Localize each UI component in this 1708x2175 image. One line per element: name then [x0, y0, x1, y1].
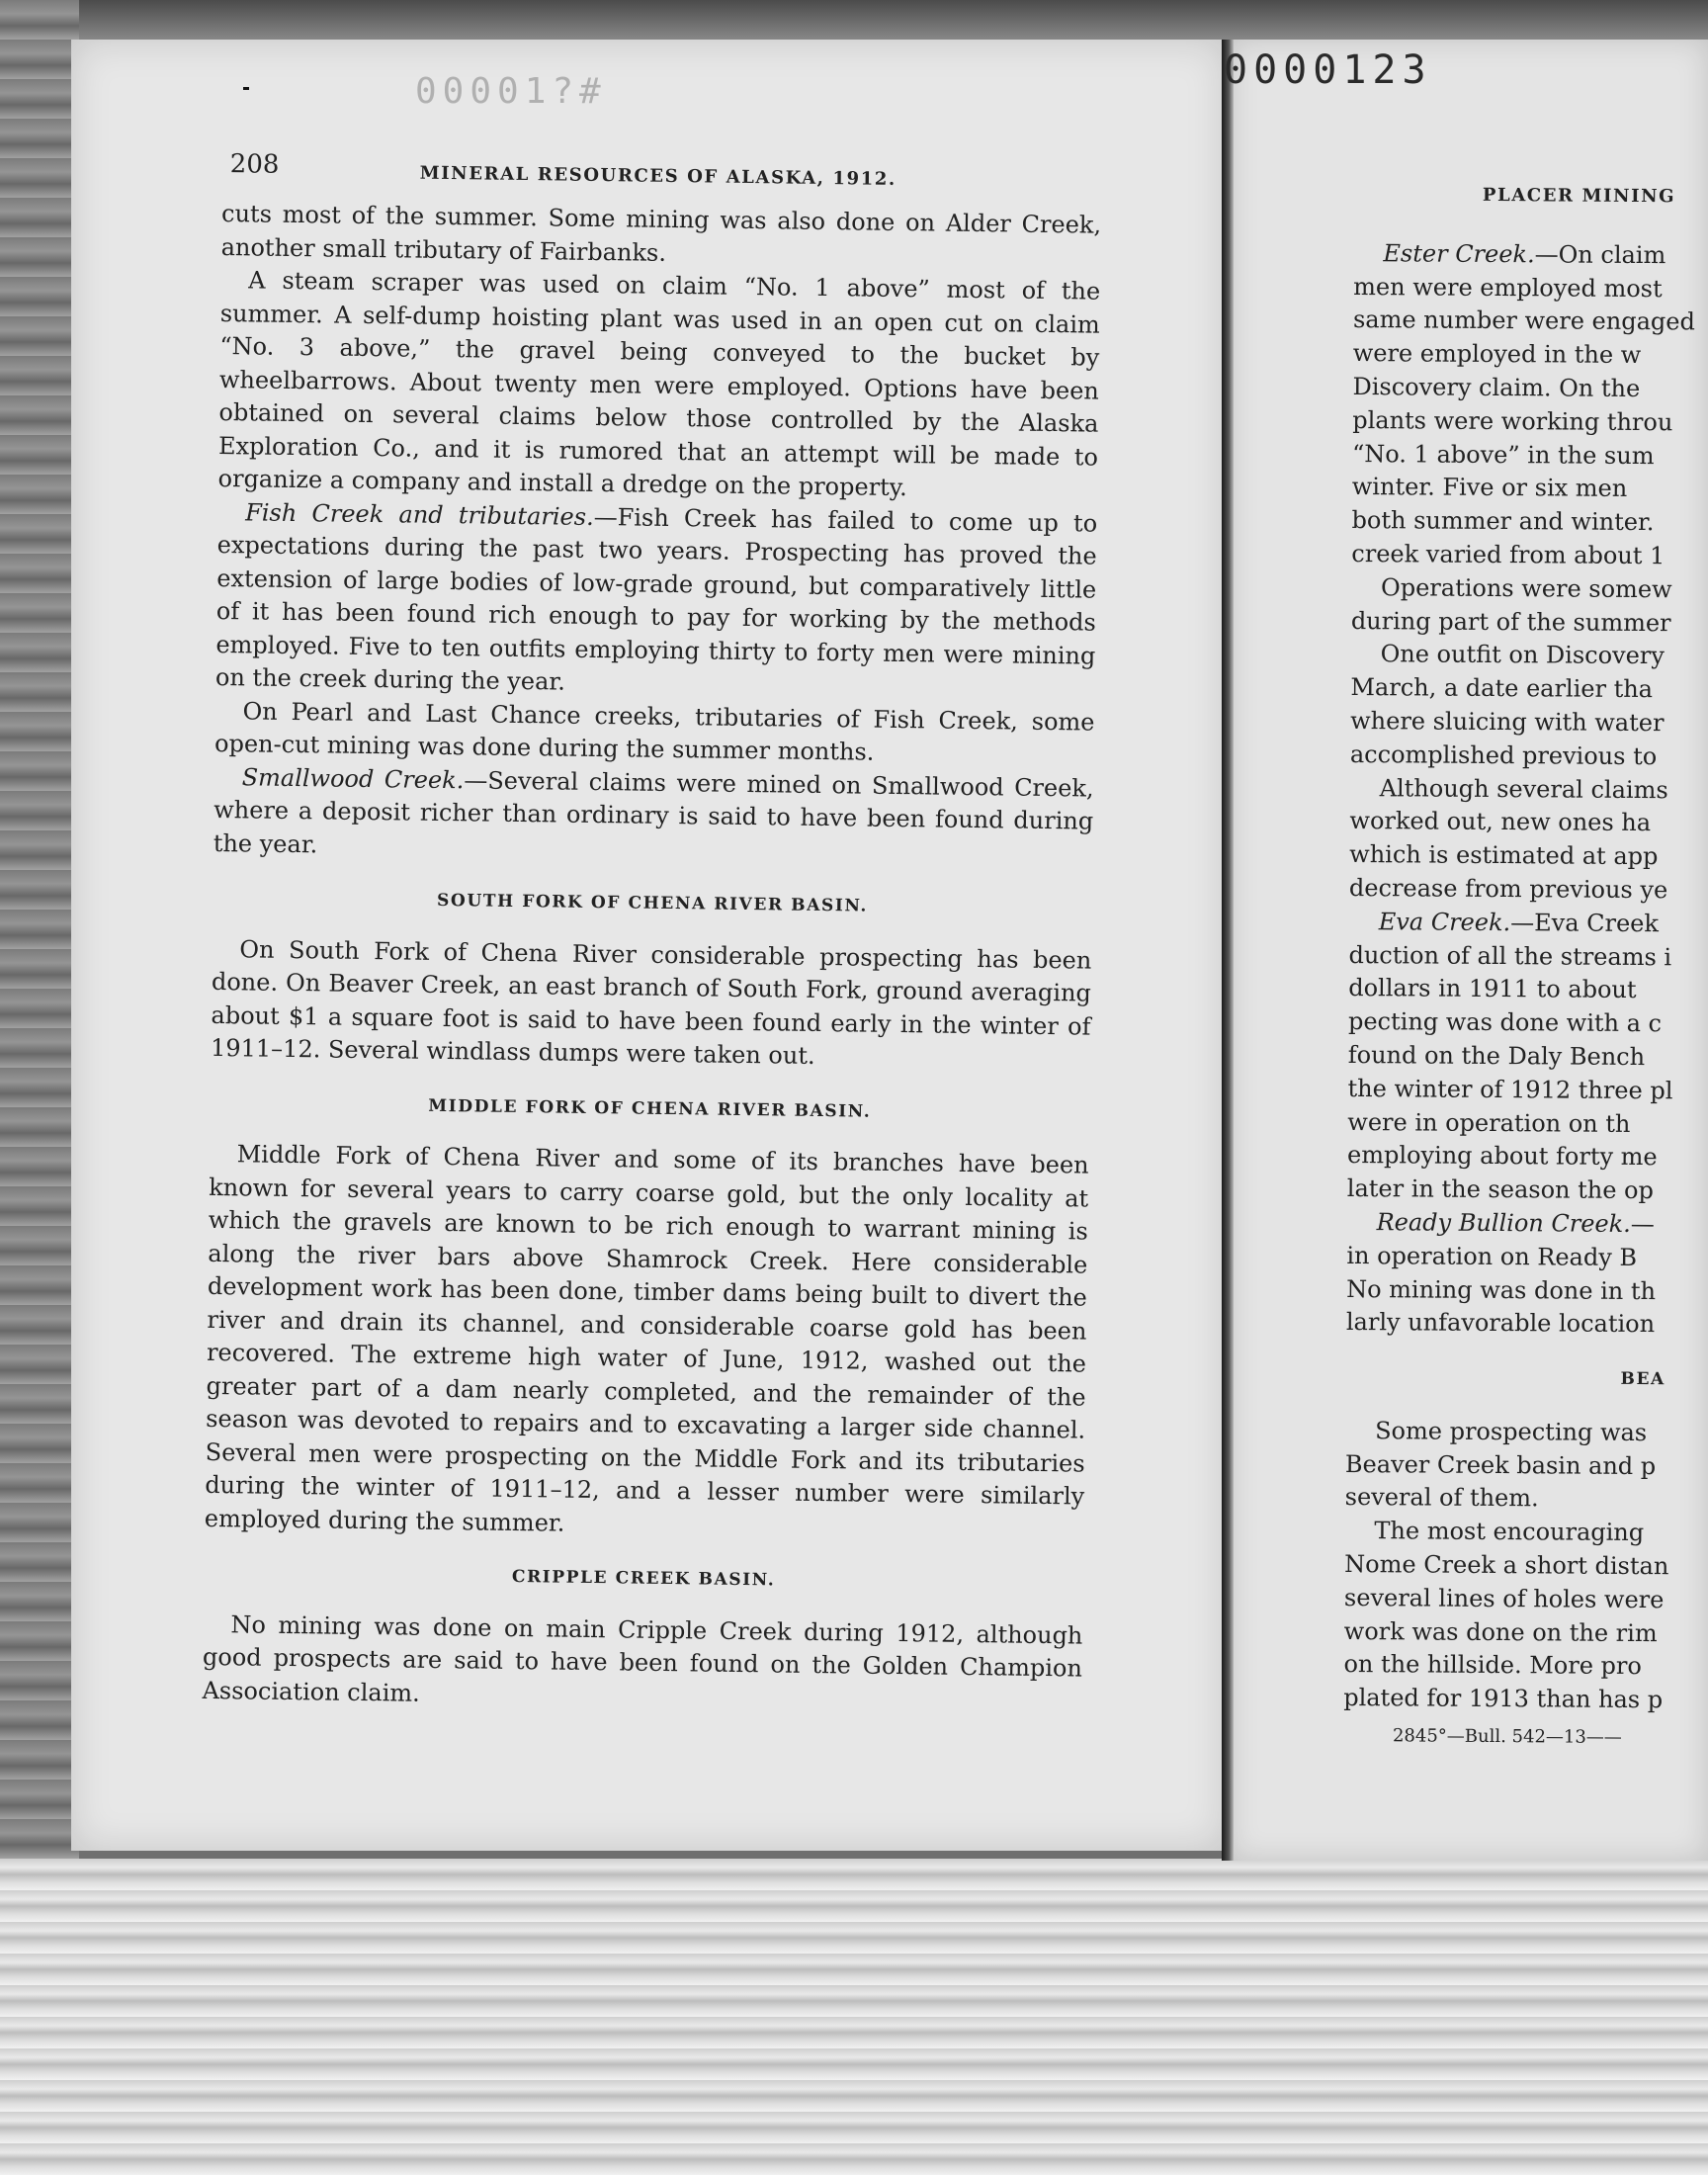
right-page-lines	[1346, 237, 1708, 1343]
text-line: were in operation on th	[1347, 1107, 1631, 1138]
text-line: Discovery claim. On the	[1352, 372, 1641, 403]
text-line: men were employed most	[1353, 272, 1663, 303]
book-gutter	[1222, 40, 1234, 1861]
ink-dot	[243, 87, 249, 90]
text-line: pecting was done with a c	[1347, 1007, 1663, 1038]
stamp-number: 0000123	[1224, 47, 1432, 93]
paragraph-title: Smallwood Creek.	[241, 762, 465, 794]
text-line: the winter of 1912 three pl	[1347, 1074, 1673, 1104]
stamp-number-faded: 00001?#	[415, 71, 607, 112]
text-line: Operations were somew	[1381, 572, 1672, 604]
paragraph-pearl-creek: On Pearl and Last Chance creeks, tributaries of Fish Creek, some open-cut mining was done during the summer months.	[214, 696, 1095, 766]
text-line: Some prospecting was	[1375, 1417, 1648, 1446]
text-line: dollars in 1911 to about	[1348, 974, 1637, 1004]
section-heading: CRIPPLE CREEK BASIN.	[511, 1566, 776, 1591]
text-line: Beaver Creek basin and p	[1344, 1449, 1657, 1480]
paragraph-title: Ester Creek.	[1383, 239, 1535, 269]
page-number: 208	[229, 149, 280, 180]
right-page-text	[1343, 178, 1708, 1756]
text-line: same number were engaged	[1352, 305, 1695, 336]
text-line: “No. 1 above” in the sum	[1351, 439, 1655, 470]
text-line: Ester Creek.—On claim	[1383, 239, 1666, 269]
paragraph-body: —Fish Creek has failed to come up to expectations during the past two years. Prospecting has proved the extension of large bodies of low-grade ground, but comparatively little of it has been found rich enough to pay for working by the methods employed. Five to ten outfits employing thirty to forty men were mining on the creek during the year.	[214, 502, 1098, 696]
scan-bottom-edge	[0, 1859, 1708, 2175]
text-line: One outfit on Discovery	[1380, 640, 1665, 670]
text-line: employing about forty me	[1347, 1141, 1658, 1172]
text-line: plants were working throu	[1352, 405, 1673, 437]
paragraph-title: Ready Bullion Creek.	[1376, 1208, 1631, 1238]
text-line: The most encouraging	[1374, 1517, 1645, 1547]
text-line: Eva Creek.—Eva Creek	[1378, 907, 1660, 937]
text-line: No mining was done in th	[1346, 1274, 1657, 1305]
paragraph-1: cuts most of the summer. Some mining was also done on Alder Creek, another small tributary of Fairbanks.	[220, 199, 1102, 267]
text-line: duction of all the streams i	[1348, 940, 1672, 971]
text-line: work was done on the rim	[1343, 1616, 1658, 1647]
text-line: March, a date earlier tha	[1350, 673, 1654, 704]
text-line: accomplished previous to	[1349, 740, 1658, 770]
text-line: in operation on Ready B	[1346, 1241, 1638, 1271]
paragraph-title: Fish Creek and tributaries.	[245, 497, 594, 531]
text-line: worked out, new ones ha	[1349, 807, 1652, 837]
footer-signature: 2845°—Bull. 542—13——	[1392, 1725, 1622, 1748]
text-line: were employed in the w	[1352, 339, 1642, 370]
text-line: Although several claims	[1379, 773, 1668, 804]
text-line: both summer and winter.	[1351, 506, 1655, 537]
text-line: several lines of holes were	[1343, 1583, 1665, 1614]
text-line: Ready Bullion Creek.—	[1376, 1208, 1655, 1239]
paragraph-smallwood-creek	[214, 760, 1094, 871]
text-line: where sluicing with water	[1350, 706, 1665, 738]
text-line: during part of the summer	[1350, 606, 1671, 637]
running-head-right: PLACER MINING	[1482, 184, 1676, 208]
section-heading: MIDDLE FORK OF CHENA RIVER BASIN.	[428, 1095, 872, 1122]
text-line: later in the season the op	[1346, 1174, 1655, 1205]
text-line: several of them.	[1344, 1483, 1539, 1513]
paragraph-fish-creek	[215, 495, 1098, 706]
paragraph-cripple-creek: No mining was done on main Cripple Creek during 1912, although good prospects are said to have been found on the Golden Champion Association claim.	[202, 1610, 1083, 1707]
text-line: found on the Daly Bench	[1347, 1040, 1646, 1071]
text-line: larly unfavorable location	[1345, 1308, 1656, 1339]
paragraph-2: A steam scraper was used on claim “No. 1 above” most of the summer. A self-dump hoisting plant was used in an open cut on claim “No. 3 above,” the gravel being conveyed to the bucket by wheelbarrows. About twenty men were employed. Options have been obtained on several claims below those controlled by the Alaska Exploration Co., and it is rumored that an attempt will be made to organize a company and install a dredge on the property.	[217, 266, 1101, 502]
text-line: on the hillside. More pro	[1343, 1650, 1642, 1681]
paragraph-body: —Several claims were mined on Smallwood Creek, where a deposit richer than ordinary is said to have been found during the year.	[213, 765, 1094, 858]
right-page-lines-2	[1343, 1415, 1708, 1718]
text-line: creek varied from about 1	[1351, 539, 1665, 570]
section-heading: SOUTH FORK OF CHENA RIVER BASIN.	[436, 890, 869, 916]
scan-left-edge	[0, 0, 79, 1859]
left-page-text	[202, 148, 1102, 1719]
text-line: which is estimated at app	[1349, 840, 1659, 871]
paragraph-title: Eva Creek.	[1378, 907, 1511, 936]
text-line: winter. Five or six men	[1351, 473, 1628, 503]
text-line: Nome Creek a short distan	[1344, 1550, 1669, 1581]
running-head: MINERAL RESOURCES OF ALASKA, 1912.	[419, 162, 897, 190]
paragraph-south-fork: On South Fork of Chena River considerable prospecting has been done. On Beaver Creek, an east branch of South Fork, ground averaging about $1 a square foot is said to have been found early in the winter of 1911–12. Several windlass dumps were taken out.	[210, 934, 1092, 1070]
text-line: decrease from previous ye	[1348, 873, 1668, 905]
paragraph-middle-fork: Middle Fork of Chena River and some of its branches have been known for several years to carry coarse gold, but the only locality at which the gravels are known to be rich enough to warrant mining is along the river bars above Shamrock Creek. Here considerable development work has been done, timber dams being built to divert the river and drain its channel, and considerable coarse gold has been recovered. The extreme high water of June, 1912, washed out the greater part of a dam nearly completed, and the remainder of the season was devoted to repairs and to excavating a larger side channel. Several men were prospecting on the Middle Fork and its tributaries during the winter of 1911–12, and a lesser number were similarly employed during the summer.	[204, 1140, 1089, 1537]
text-line: plated for 1913 than has p	[1343, 1684, 1664, 1714]
section-heading-truncated: BEA	[1620, 1369, 1665, 1390]
